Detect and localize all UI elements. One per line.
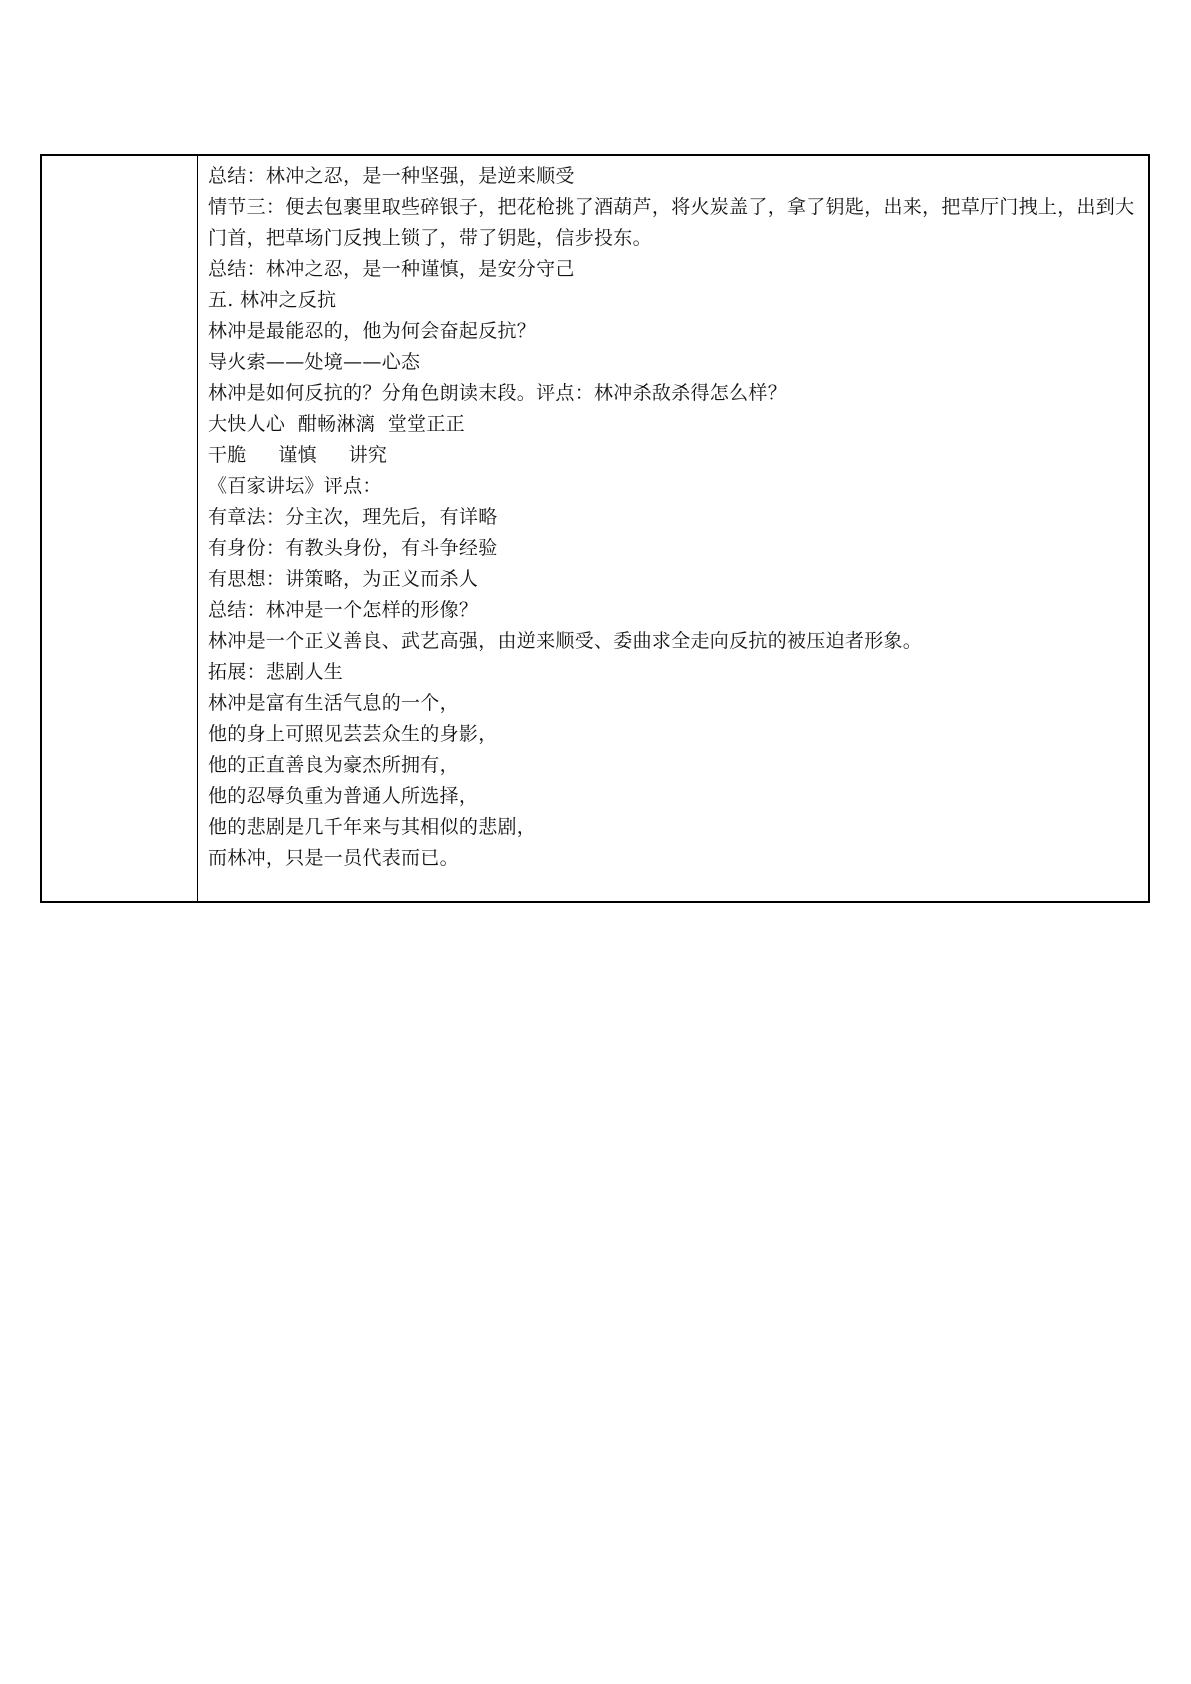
text-line: 林冲是富有生活气息的一个，	[208, 692, 459, 714]
text-line: 总结：林冲之忍，是一种谨慎，是安分守己	[208, 258, 575, 280]
section-heading: 五. 林冲之反抗	[208, 289, 337, 311]
text-line: 《百家讲坛》评点：	[208, 475, 382, 497]
text-line: 导火索——处境——心态	[208, 351, 421, 373]
text-line: 拓展：悲剧人生	[208, 661, 344, 683]
table-left-cell	[42, 156, 198, 901]
table-content-cell	[198, 156, 1148, 901]
text-line: 情节三：便去包裹里取些碎银子，把花枪挑了酒葫芦，将火炭盖了，拿了钥匙，出来，把草厅门拽上，出到大门首，把草场门反拽上锁了，带了钥匙，信步投东。	[208, 196, 1135, 249]
text-line: 总结：林冲之忍，是一种坚强，是逆来顺受	[208, 165, 575, 187]
text-line: 大快人心 酣畅淋漓 堂堂正正	[208, 413, 465, 435]
text-line: 他的身上可照见芸芸众生的身影，	[208, 723, 498, 745]
text-line: 有身份：有教头身份，有斗争经验	[208, 537, 498, 559]
text-line: 他的悲剧是几千年来与其相似的悲剧，	[208, 816, 537, 838]
text-line: 他的正直善良为豪杰所拥有，	[208, 754, 459, 776]
text-line: 林冲是最能忍的，他为何会奋起反抗？	[208, 320, 537, 342]
text-line: 有章法：分主次，理先后，有详略	[208, 506, 498, 528]
text-line: 干脆 谨慎 讲究	[208, 444, 388, 466]
text-line: 有思想：讲策略，为正义而杀人	[208, 568, 479, 590]
lesson-table	[40, 154, 1150, 903]
text-line: 林冲是一个正义善良、武艺高强，由逆来顺受、委曲求全走向反抗的被压迫者形象。	[208, 630, 923, 652]
text-line: 总结：林冲是一个怎样的形像？	[208, 599, 479, 621]
text-line: 他的忍辱负重为普通人所选择，	[208, 785, 479, 807]
text-line: 林冲是如何反抗的？分角色朗读末段。评点：林冲杀敌杀得怎么样？	[208, 382, 788, 404]
text-line: 而林冲，只是一员代表而已。	[208, 847, 459, 869]
